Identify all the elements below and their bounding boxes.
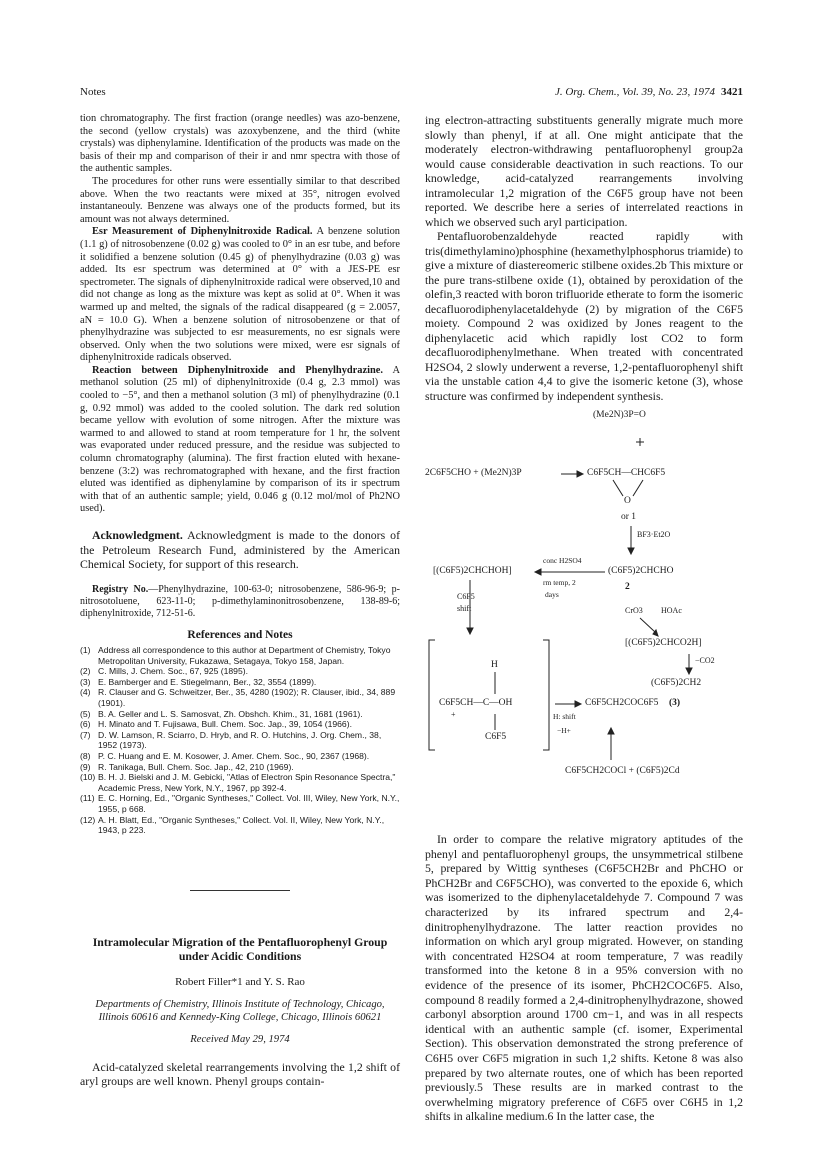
reference-number: (7): [80, 729, 91, 740]
reference-item: [80, 666, 400, 677]
reactants: 2C6F5CHO + (Me2N)3P: [425, 468, 522, 478]
label-3: (3): [669, 698, 681, 708]
reaction-scheme: [425, 410, 743, 830]
reference-item: [80, 709, 400, 720]
hmpa-oxide: (Me2N)3P=O: [593, 410, 646, 420]
hydride-shift: H: shift: [553, 712, 576, 721]
methane-product: (C6F5)2CH2: [651, 678, 702, 688]
right-column: [425, 113, 743, 403]
dimer-cation: [(C6F5)2CHCHOH]: [433, 566, 512, 576]
cro3-reagent: CrO3: [625, 606, 643, 615]
co2-loss: −CO2: [695, 656, 715, 665]
reference-text: B. H. J. Bielski and J. M. Gebicki, "Atlas of Electron Spin Resonance Spectra," Academic Press, New York, N.Y., 1967, pp 392-4.: [98, 772, 396, 793]
reference-number: (12): [80, 814, 96, 825]
reference-text: Address all correspondence to this author at Department of Chemistry, Tokyo Metropolitan University, Fukazawa, Setagaya, Tokyo 158, Japan.: [98, 645, 391, 666]
page-number: 3421: [721, 86, 743, 98]
reference-text: H. Minato and T. Fujisawa, Bull. Chem. Soc. Jap., 39, 1054 (1966).: [98, 719, 352, 730]
reference-item: [80, 793, 400, 814]
abstract: Acid-catalyzed skeletal rearrangements involving the 1,2 shift of aryl groups are well known. Phenyl groups contain-: [80, 1059, 400, 1089]
bf3-reagent: BF3·Et2O: [637, 530, 671, 539]
authors: Robert Filler*1 and Y. S. Rao: [175, 975, 305, 988]
reference-text: E. Bamberger and E. Stiegelmann, Ber., 32, 3554 (1899).: [98, 676, 317, 687]
affiliation: Departments of Chemistry, Illinois Institute of Technology, Chicago, Illinois 60616 and Kennedy-King College, Chicago, Illinois 60621: [95, 999, 385, 1024]
paragraph: Reaction between Diphenylnitroxide and Phenylhydrazine. A methanol solution (25 ml) of diphenylnitroxide (0.4 g, 2.3 mmol) was cooled to −5°, and then a methanol solution (3 ml) of phenylhydrazine (0.1 g, 0.92 mmol) was added to the cooled solution. The dark red solution became yellow with evolution of some nitrogen. After the mixture was warmed to and allowed to stand at room temperature for 1 hr, the solvent was evaporated under reduced pressure, and the residue was subjected to column chromatography (alumina). The first fraction eluted with hexane-benzene (3:2) was rechromatographed with hexane, and the first fraction eluted was identified as diphenylamine by comparison of its ir spectrum with that of an authentic sample; yield, 0.046 g (0.12 mol/mol of Ph2NO used).: [80, 364, 400, 515]
reference-number: (4): [80, 687, 91, 698]
section-label: Notes: [80, 86, 106, 98]
article-title: Intramolecular Migration of the Pentafluorophenyl Group under Acidic Conditions: [92, 934, 388, 963]
reference-text: E. C. Horning, Ed., "Organic Syntheses," Collect. Vol. III, Wiley, New York, N.Y., 1955, p 668.: [98, 793, 400, 814]
reference-item: [80, 815, 400, 836]
reference-text: C. Mills, J. Chem. Soc., 67, 925 (1895).: [98, 666, 248, 677]
journal-citation: J. Org. Chem., Vol. 39, No. 23, 1974 3421: [554, 86, 743, 98]
registry-numbers: Registry No.—Phenylhydrazine, 100-63-0; nitrosobenzene, 586-96-9; p-nitrosotoluene, 623-11-0; p-dimethylaminonitrosobenzene, 138-89-6; diphenylnitroxide, 712-51-6.: [80, 583, 400, 619]
acknowledgment: Acknowledgment. Acknowledgment is made to the donors of the Petroleum Research Fund, administered by the American Chemical Society, for support of this research.: [80, 528, 400, 571]
reference-text: P. C. Huang and E. M. Kosower, J. Amer. Chem. Soc., 90, 2367 (1968).: [98, 751, 370, 762]
divider: [190, 890, 290, 891]
reference-number: (5): [80, 708, 91, 719]
c6f5-substituent: C6F5: [485, 732, 507, 742]
reference-list: [80, 645, 400, 836]
reference-number: (8): [80, 751, 91, 762]
received-date: Received May 29, 1974: [190, 1034, 290, 1046]
page-header: [80, 86, 743, 102]
reference-text: B. A. Geller and L. S. Samosvat, Zh. Obshch. Khim., 31, 1681 (1961).: [98, 708, 363, 719]
reference-number: (9): [80, 761, 91, 772]
hydrogen: H: [491, 660, 498, 670]
ketone-3: C6F5CH2COC6F5: [585, 698, 659, 708]
reference-text: R. Tanikaga, Bull. Chem. Soc. Jap., 42, 210 (1969).: [98, 761, 294, 772]
cation-4: C6F5CH—C—OH: [439, 698, 513, 708]
paragraph: Esr Measurement of Diphenylnitroxide Radical. A benzene solution (1.1 g) of nitrosobenzene (0.02 g) was cooled to 0° in an esr tube, and before it solidified a benzene solution (0.45 g) of phenylhydrazine (0.03 g) was added. Its esr spectrum was determined at 0° with a JES-PE esr spectrometer. The signals of diphenylnitroxide radical were observed,10 and did not change as long as the mixture was kept as solid at 0°. When it was warmed up and melted, the signals of the radical disappeared (g = 2.0057, aN = 10.0 G). When a benzene solution of nitrosobenzene or that of phenylhydrazine was subjected to esr measurements, no esr signals were observed. Only when the two solutions were mixed, were esr signals of diphenylnitroxide radicals observed.: [80, 226, 401, 364]
epoxide-oxygen: O: [624, 496, 631, 506]
shift-label: shift: [457, 604, 472, 613]
aldehyde-2: (C6F5)2CHCHO: [608, 566, 674, 576]
stilbene-oxide: C6F5CH—CHC6F5: [587, 468, 666, 478]
reference-number: (11): [80, 793, 95, 804]
reference-number: (6): [80, 719, 91, 730]
minus-h: −H+: [557, 726, 571, 735]
reference-item: [80, 762, 400, 773]
reference-item: [80, 730, 400, 751]
reference-text: A. H. Blatt, Ed., "Organic Syntheses," Collect. Vol. II, Wiley, New York, N.Y., 1943, p 223.: [98, 814, 385, 836]
hoac-reagent: HOAc: [661, 606, 682, 615]
condition-days: days: [545, 590, 559, 599]
reference-item: [80, 719, 400, 730]
reference-item: [80, 677, 400, 688]
paragraph: Pentafluorobenzaldehyde reacted rapidly with tris(dimethylamino)phosphine (hexamethylphosphorus triamide) to give a mixture of diastereomeric stilbene oxides.2b This mixture or the pure trans-stilbene oxide (1), obtained by peroxidation of the olefin,3 reacted with boron trifluoride etherate to form the isomeric decafluorodiphenylacetaldehyde (2) by migration of the C6F5 moiety. Compound 2 was oxidized by Jones reagent to the diphenylacetic acid which rapidly lost CO2 to form decafluorodiphenylmethane. When treated with concentrated H2SO4, 2 slowly underwent a reverse, 1,2-pentafluorophenyl shift via the unstable cation 4,4 to give the isomeric ketone (3), whose structure was confirmed by independent synthesis.: [425, 229, 743, 403]
label-2: 2: [625, 582, 630, 592]
reference-number: (10): [80, 772, 96, 783]
references-heading: References and Notes: [187, 628, 293, 641]
paragraph: tion chromatography. The first fraction (orange needles) was azo-benzene, the second (yellow crystals) was azoxybenzene, and the third (white crystals) was diphenylamine. Identification of the products was made on the basis of their mp and comparison of their ir and nmr spectra with those of the authentic samples.: [80, 113, 400, 175]
paragraph: In order to compare the relative migratory aptitudes of the phenyl and pentafluorophenyl groups, the unsymmetrical stilbene 5, prepared by Wittig syntheses (C6F5CH2Br and PhCHO or PhCH2Br and C6F5CHO), was converted to the epoxide 6, which was isomerized to the diphenylacetaldehyde 7. Compound 7 was characterized by its infrared spectrum and 2,4-dinitrophenylhydrazone. The latter reaction provides no information on which aryl group migrated. However, on standing with concentrated H2SO4 at room temperature, 7 was readily transformed into the ketone 8 in a 95% conversion with no evidence of the presence of its isomer, PhCH2COC6F5. Also, compound 8 readily formed a 2,4-dinitrophenylhydrazone, showed carbonyl absorption around 1700 cm−1, and was in all respects identical with an authentic sample (cf. isomer, Experimental Section). This observation demonstrated the strong preference of C6H5 over C6F5 migration in such 1,2 shifts. Ketone 8 was also prepared by two alternate routes, one of which has been reported previously.5 These results are in marked contrast to the overwhelming migratory preference of C6F5 over C6H5 in 1,2 shifts in alkaline medium.6 In the latter case, the: [425, 832, 743, 1124]
left-column: [80, 113, 400, 1089]
reference-text: R. Clauser and G. Schweitzer, Ber., 35, 4280 (1902); R. Clauser, ibid., 34, 889 (1901).: [98, 687, 396, 709]
reference-number: (1): [80, 645, 91, 656]
paragraph: The procedures for other runs were essentially similar to that described above. When the two reactants were mixed at 35°, nitrogen evolved instantaneouly. Benzene was always one of the products formed, but its amount was not always determined.: [80, 175, 400, 225]
migrating-group: C6F5: [457, 592, 475, 601]
plus-charge: +: [451, 710, 456, 719]
paragraph: ing electron-attracting substituents generally migrate much more slowly than phenyl, if at all. One might anticipate that the moderately electron-withdrawing pentafluorophenyl group2a would cause considerable deactivation in such reactions. To our knowledge, acid-catalyzed rearrangements involving intramolecular 1,2 migration of the C6F5 group have not been reported. We describe here a series of interrelated reactions in which we observed such aryl participation.: [425, 113, 743, 229]
reference-number: (2): [80, 666, 91, 677]
reference-item: [80, 772, 400, 793]
acid-intermediate: [(C6F5)2CHCO2H]: [625, 638, 702, 648]
condition-temp: rm temp, 2: [543, 578, 576, 587]
condition-acid: conc H2SO4: [543, 556, 582, 565]
reference-text: D. W. Lamson, R. Sciarro, D. Hryb, and R. O. Hutchins, J. Org. Chem., 38, 1952 (1973).: [98, 729, 382, 751]
reference-item: [80, 751, 400, 762]
reference-item: [80, 645, 400, 666]
acid-chloride-route: C6F5CH2COCl + (C6F5)2Cd: [565, 766, 680, 776]
reference-number: (3): [80, 676, 91, 687]
reference-item: [80, 687, 400, 708]
right-column-continued: [425, 832, 743, 1124]
or-label: or 1: [621, 512, 637, 522]
